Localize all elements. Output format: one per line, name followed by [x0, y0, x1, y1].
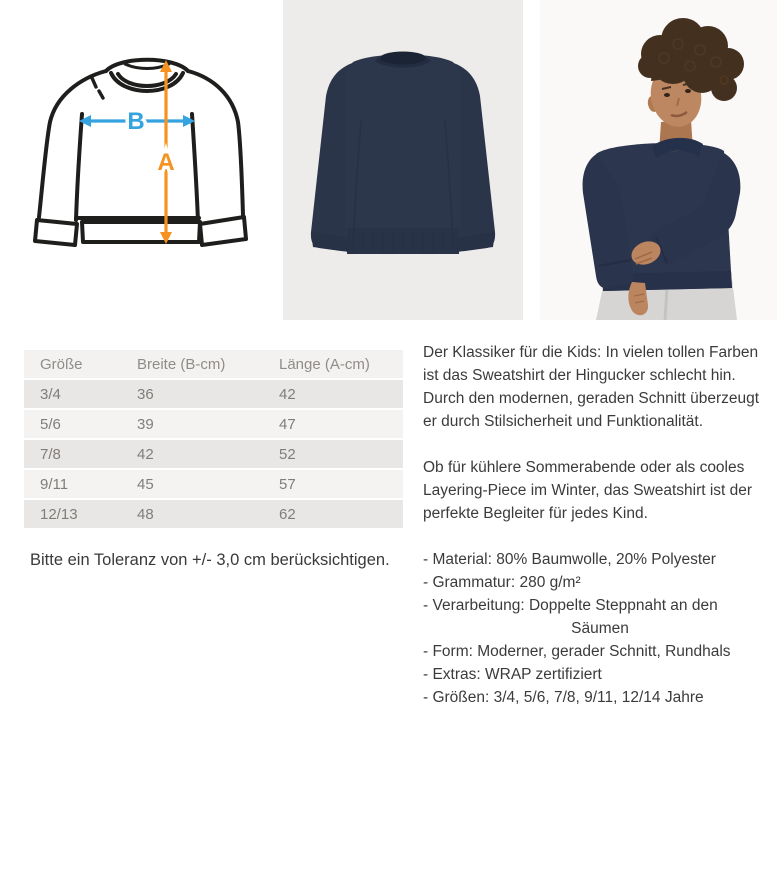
- model-photo: [540, 0, 777, 320]
- width-cell: 42: [136, 440, 278, 468]
- size-measurement-diagram: [32, 50, 248, 255]
- detail-verarbeitung-line2: Säumen: [571, 620, 629, 637]
- length-cell: 62: [278, 500, 403, 528]
- length-arrow-label: A: [157, 149, 175, 176]
- length-cell: 57: [278, 470, 403, 498]
- sweatshirt-line-drawing-icon: [32, 50, 248, 255]
- size-table: [24, 348, 403, 530]
- width-arrow-label: B: [127, 108, 145, 135]
- width-arrow: [79, 108, 195, 135]
- length-cell: 52: [278, 440, 403, 468]
- table-row: [24, 500, 403, 528]
- product-photo: [283, 0, 523, 320]
- table-row: [24, 410, 403, 438]
- detail-groessen: - Größen: 3/4, 5/6, 7/8, 9/11, 12/14 Jahre: [423, 689, 704, 706]
- width-cell: 45: [136, 470, 278, 498]
- length-cell: 42: [278, 380, 403, 408]
- size-column-header: Größe: [24, 350, 136, 378]
- navy-sweatshirt-photo-icon: [283, 0, 523, 320]
- width-cell: 39: [136, 410, 278, 438]
- size-cell: 5/6: [24, 410, 136, 438]
- detail-verarbeitung: [423, 594, 777, 640]
- table-row: [24, 440, 403, 468]
- detail-verarbeitung-line1: - Verarbeitung: Doppelte Steppnaht an den: [423, 597, 718, 614]
- size-cell: 9/11: [24, 470, 136, 498]
- size-table-header-row: [24, 350, 403, 378]
- table-row: [24, 470, 403, 498]
- detail-extras: - Extras: WRAP zertifiziert: [423, 666, 602, 683]
- detail-material: - Material: 80% Baumwolle, 20% Polyester: [423, 551, 716, 568]
- boy-model-photo-icon: [540, 0, 777, 320]
- detail-grammatur: - Grammatur: 280 g/m²: [423, 574, 581, 591]
- width-cell: 48: [136, 500, 278, 528]
- description-paragraph-1: Der Klassiker für die Kids: In vielen tollen Farben ist das Sweatshirt der Hingucker schlecht hin. Durch den modernen, geraden Schnitt überzeugt er durch Stilsicherheit und Funktionalität.: [423, 344, 760, 430]
- product-description: [423, 341, 777, 709]
- tolerance-note: Bitte ein Toleranz von +/- 3,0 cm berücksichtigen.: [30, 551, 390, 569]
- table-row: [24, 380, 403, 408]
- length-column-header: Länge (A-cm): [278, 350, 403, 378]
- size-cell: 12/13: [24, 500, 136, 528]
- product-details-list: [423, 548, 777, 709]
- width-column-header: Breite (B-cm): [136, 350, 278, 378]
- description-paragraph-2: Ob für kühlere Sommerabende oder als cooles Layering-Piece im Winter, das Sweatshirt ist der perfekte Begleiter für jedes Kind.: [423, 459, 753, 522]
- length-cell: 47: [278, 410, 403, 438]
- width-cell: 36: [136, 380, 278, 408]
- size-cell: 3/4: [24, 380, 136, 408]
- size-cell: 7/8: [24, 440, 136, 468]
- detail-form: - Form: Moderner, gerader Schnitt, Rundhals: [423, 643, 731, 660]
